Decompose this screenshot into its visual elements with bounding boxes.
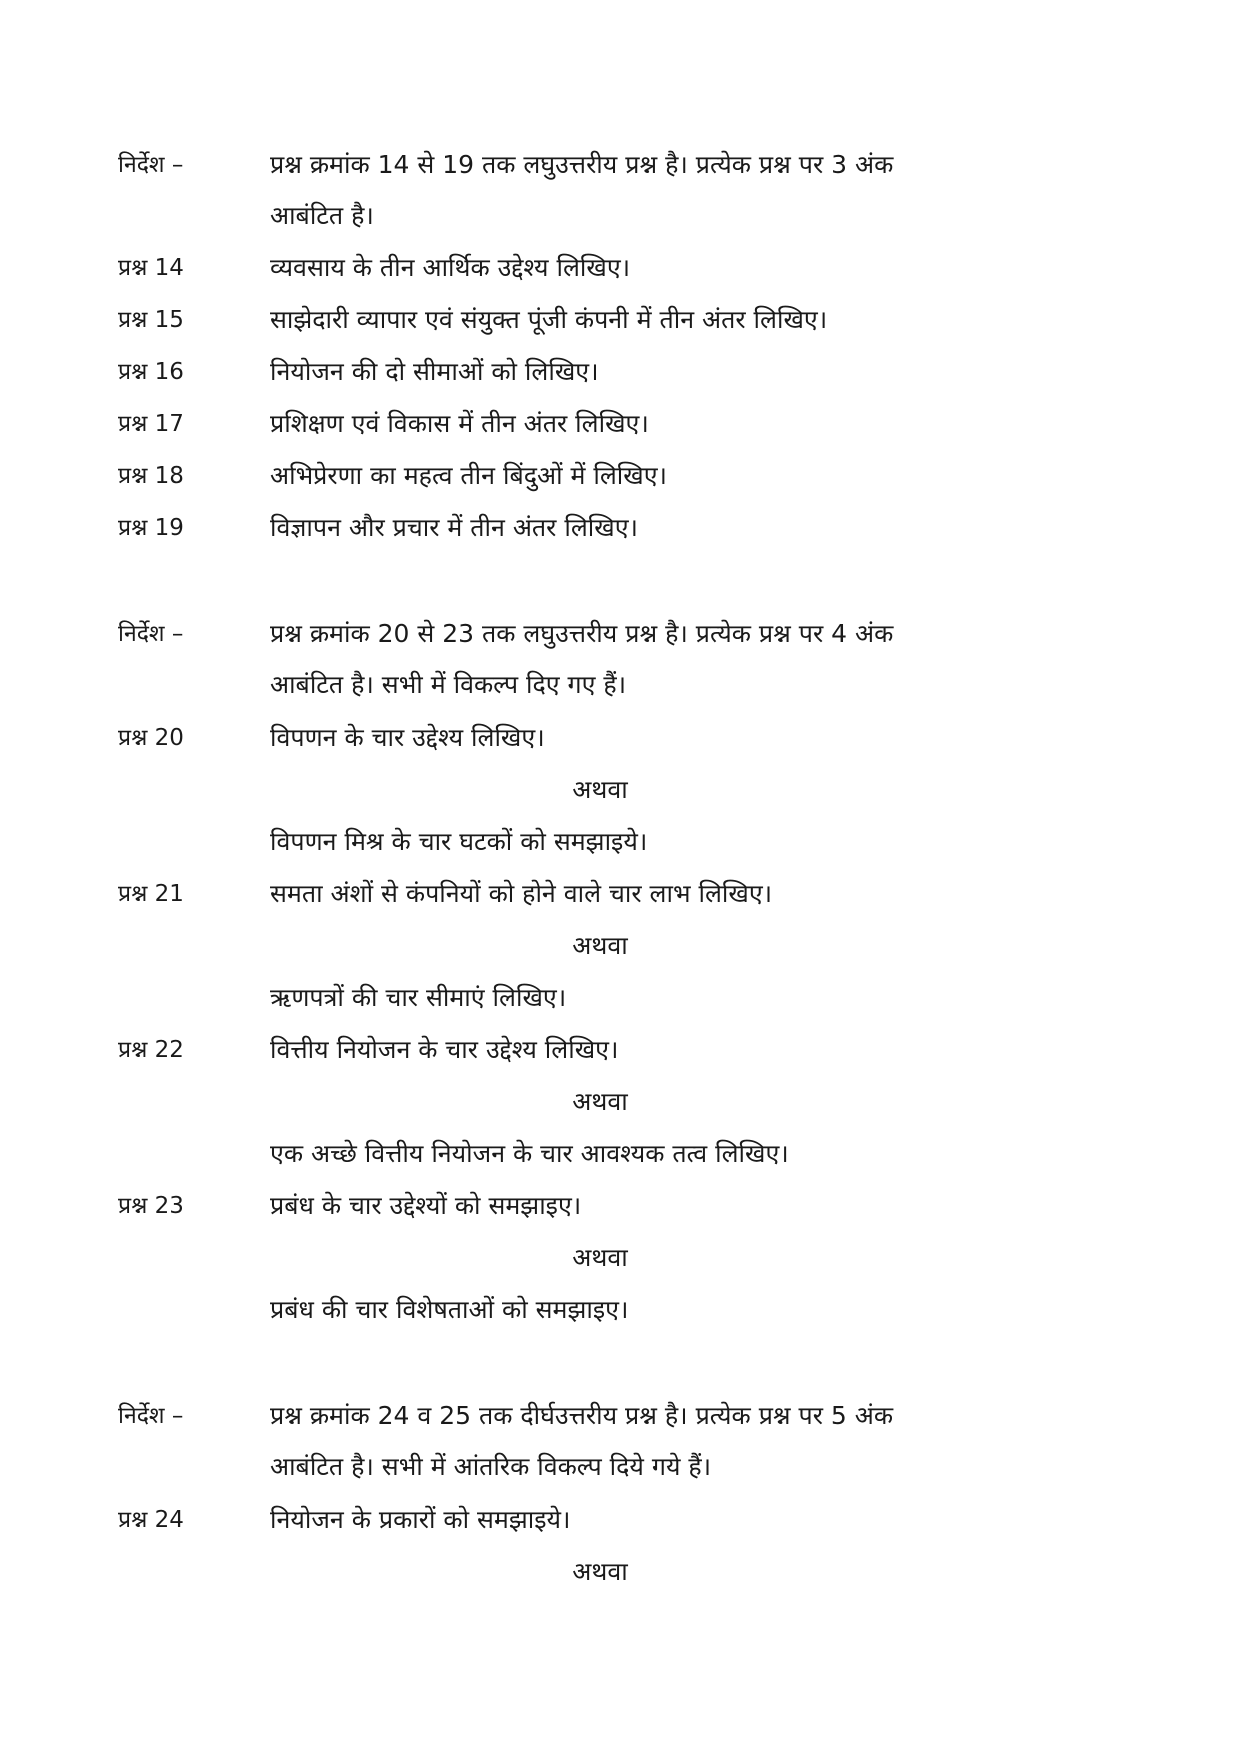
- question-row: [0, 1030, 1241, 1070]
- direction-row: [0, 1447, 1241, 1487]
- direction-row: [0, 196, 1241, 236]
- question-text: वित्तीय नियोजन के चार उद्देश्य लिखिए।: [270, 1035, 619, 1064]
- or-separator: अथवा: [572, 931, 628, 960]
- question-row: [0, 404, 1241, 444]
- question-text: प्रबंध के चार उद्देश्यों को समझाइए।: [270, 1191, 582, 1220]
- alternative-question-text: विपणन मिश्र के चार घटकों को समझाइये।: [270, 827, 648, 856]
- alt-question-row: [0, 822, 1241, 862]
- or-separator: अथवा: [572, 1557, 628, 1586]
- question-row: [0, 300, 1241, 340]
- alternative-question-text: ऋणपत्रों की चार सीमाएं लिखिए।: [270, 983, 567, 1012]
- question-text: व्यवसाय के तीन आर्थिक उद्देश्य लिखिए।: [270, 253, 631, 282]
- question-row: [0, 718, 1241, 758]
- question-row: [0, 352, 1241, 392]
- question-text: नियोजन के प्रकारों को समझाइये।: [270, 1505, 571, 1534]
- question-label: प्रश्न 19: [118, 515, 184, 541]
- direction-row: [0, 145, 1241, 185]
- direction-label: निर्देश –: [118, 1403, 184, 1429]
- or-separator: अथवा: [572, 775, 628, 804]
- question-text: अभिप्रेरणा का महत्व तीन बिंदुओं में लिखिए।: [270, 461, 668, 490]
- question-label: प्रश्न 17: [118, 411, 184, 437]
- alternative-question-text: प्रबंध की चार विशेषताओं को समझाइए।: [270, 1295, 629, 1324]
- question-label: प्रश्न 18: [118, 463, 184, 489]
- question-label: प्रश्न 24: [118, 1507, 184, 1533]
- direction-text: आबंटित है। सभी में आंतरिक विकल्प दिये गये हैं।: [270, 1452, 712, 1481]
- direction-text: प्रश्न क्रमांक 24 व 25 तक दीर्घउत्तरीय प्रश्न है। प्रत्येक प्रश्न पर 5 अंक: [270, 1401, 894, 1430]
- or-row: [0, 1238, 1241, 1278]
- alt-question-row: [0, 1134, 1241, 1174]
- direction-text: प्रश्न क्रमांक 20 से 23 तक लघुउत्तरीय प्रश्न है। प्रत्येक प्रश्न पर 4 अंक: [270, 619, 894, 648]
- alt-question-row: [0, 978, 1241, 1018]
- question-label: प्रश्न 20: [118, 725, 184, 751]
- alt-question-row: [0, 1290, 1241, 1330]
- question-text: नियोजन की दो सीमाओं को लिखिए।: [270, 357, 599, 386]
- or-row: [0, 1552, 1241, 1592]
- question-row: [0, 1500, 1241, 1540]
- question-label: प्रश्न 21: [118, 881, 184, 907]
- direction-text: आबंटित है।: [270, 201, 374, 230]
- direction-row: [0, 614, 1241, 654]
- question-row: [0, 874, 1241, 914]
- question-row: [0, 508, 1241, 548]
- direction-row: [0, 665, 1241, 705]
- direction-row: [0, 1396, 1241, 1436]
- question-label: प्रश्न 22: [118, 1037, 184, 1063]
- question-row: [0, 1186, 1241, 1226]
- question-text: विज्ञापन और प्रचार में तीन अंतर लिखिए।: [270, 513, 639, 542]
- question-label: प्रश्न 15: [118, 307, 184, 333]
- question-row: [0, 456, 1241, 496]
- or-separator: अथवा: [572, 1087, 628, 1116]
- question-text: साझेदारी व्यापार एवं संयुक्त पूंजी कंपनी में तीन अंतर लिखिए।: [270, 305, 828, 334]
- question-row: [0, 248, 1241, 288]
- question-text: प्रशिक्षण एवं विकास में तीन अंतर लिखिए।: [270, 409, 649, 438]
- question-label: प्रश्न 23: [118, 1193, 184, 1219]
- direction-text: आबंटित है। सभी में विकल्प दिए गए हैं।: [270, 670, 627, 699]
- or-row: [0, 770, 1241, 810]
- alternative-question-text: एक अच्छे वित्तीय नियोजन के चार आवश्यक तत्व लिखिए।: [270, 1139, 789, 1168]
- direction-text: प्रश्न क्रमांक 14 से 19 तक लघुउत्तरीय प्रश्न है। प्रत्येक प्रश्न पर 3 अंक: [270, 150, 894, 179]
- or-row: [0, 926, 1241, 966]
- or-row: [0, 1082, 1241, 1122]
- or-separator: अथवा: [572, 1243, 628, 1272]
- direction-label: निर्देश –: [118, 621, 184, 647]
- question-label: प्रश्न 16: [118, 359, 184, 385]
- direction-label: निर्देश –: [118, 152, 184, 178]
- question-text: समता अंशों से कंपनियों को होने वाले चार लाभ लिखिए।: [270, 879, 773, 908]
- question-text: विपणन के चार उद्देश्य लिखिए।: [270, 723, 545, 752]
- question-label: प्रश्न 14: [118, 255, 184, 281]
